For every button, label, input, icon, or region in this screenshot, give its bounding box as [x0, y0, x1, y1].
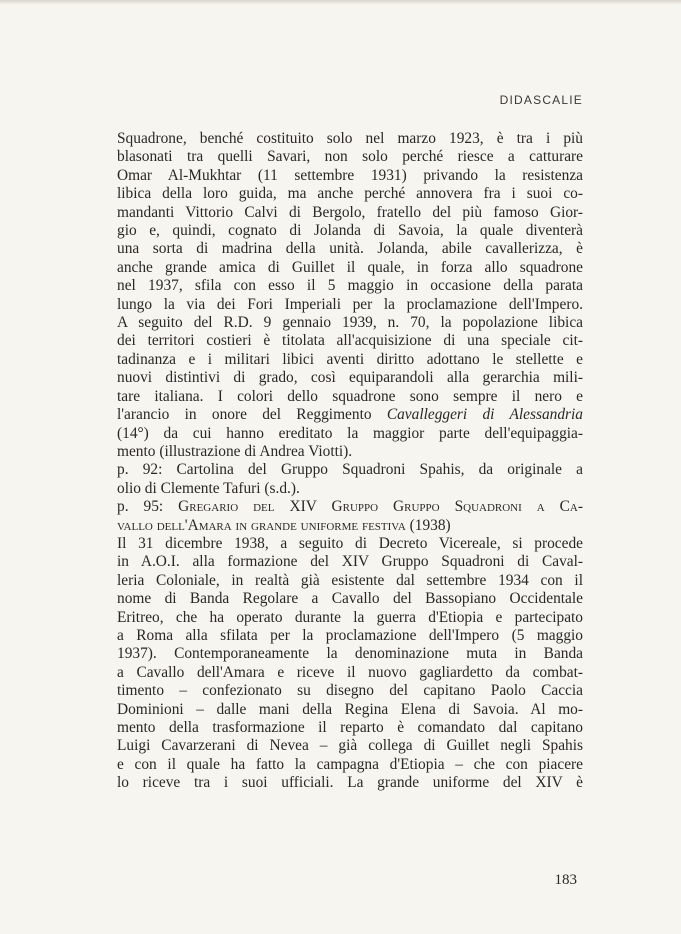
text-line: dei territori costieri è titolata all'acquisizione di una speciale cit-: [117, 332, 583, 350]
text-line: Omar Al-Mukhtar (11 settembre 1931) privando la resistenza: [117, 166, 583, 184]
caption-heading-smallcaps: vallo dell'Amara in grande uniforme festiva: [117, 516, 406, 534]
text-line: lo riceve tra i suoi ufficiali. La grande uniforme del XIV è: [117, 774, 583, 792]
text-line: Dominioni – dalle mani della Regina Elena di Savoia. Al mo-: [117, 700, 583, 718]
page-ref: p. 95:: [117, 498, 179, 516]
text-line: leria Coloniale, in realtà già esistente dal settembre 1934 con il: [117, 571, 583, 589]
text-line: tare italiana. I colori dello squadrone sono sempre il nero e: [117, 387, 583, 405]
caption-heading-continuation: [117, 517, 583, 535]
text-line: gio e, quindi, cognato di Jolanda di Savoia, la quale diventerà: [117, 222, 583, 240]
text-line: Il 31 dicembre 1938, a seguito di Decreto Vicereale, si procede: [117, 534, 583, 552]
text-line: 1937). Contemporaneamente la denominazione muta in Banda: [117, 645, 583, 663]
caption-heading-smallcaps: Gregario del XIV Gruppo Gruppo Squadroni a Ca-: [178, 498, 583, 516]
page-top-edge: [0, 0, 681, 5]
text-line: Squadrone, benché costituito solo nel marzo 1923, è tra i più: [117, 130, 583, 147]
text-line: timento – confezionato su disegno del capitano Paolo Caccia: [117, 682, 583, 700]
text-line: nuovi distintivi di grado, così equiparandoli alla gerarchia mili-: [117, 369, 583, 387]
caption-entry-p92: p. 92: Cartolina del Gruppo Squadroni Spahis, da originale a: [117, 461, 583, 479]
text-line-with-italic: [117, 406, 583, 424]
text-line: nome di Banda Regolare a Cavallo del Bassopiano Occidentale: [117, 590, 583, 608]
caption-heading-p95: [117, 498, 583, 516]
running-head: DIDASCALIE: [499, 93, 583, 107]
text-line: tadinanza e i militari libici aventi diritto adottano le stellette e: [117, 350, 583, 368]
text-line: e con il quale ha fatto la campagna d'Etiopia – che con piacere: [117, 755, 583, 773]
text-line: mento (illustrazione di Andrea Viotti).: [117, 442, 353, 460]
text-line: a Roma alla sfilata per la proclamazione dell'Impero (5 maggio: [117, 626, 583, 644]
text-line-start: l'arancio in onore del Reggimento: [117, 406, 387, 424]
text-line: (14°) da cui hanno ereditato la maggior parte dell'equipaggia-: [117, 424, 583, 442]
caption-heading-year: (1938): [405, 516, 451, 534]
text-line: olio di Clemente Tafuri (s.d.).: [117, 479, 300, 497]
text-line: Luigi Cavarzerani di Nevea – già collega di Guillet negli Spahis: [117, 737, 583, 755]
text-line: lungo la via dei Fori Imperiali per la proclamazione dell'Impero.: [117, 295, 583, 313]
text-line: a Cavallo dell'Amara e riceve il nuovo gagliardetto da combat-: [117, 663, 583, 681]
text-line: Eritreo, che ha operato durante la guerra d'Etiopia e partecipato: [117, 608, 583, 626]
text-line: blasonati tra quelli Savari, non solo perché riesce a catturare: [117, 148, 583, 166]
text-line: libica della loro guida, ma anche perché annovera fra i suoi co-: [117, 185, 583, 203]
text-line: una sorta di madrina della unità. Jolanda, abile cavallerizza, è: [117, 240, 583, 258]
text-line: A seguito del R.D. 9 gennaio 1939, n. 70, la popolazione libica: [117, 314, 583, 332]
page-number: 183: [554, 872, 577, 888]
text-line: anche grande amica di Guillet il quale, in forza allo squadrone: [117, 258, 583, 276]
text-line: mandanti Vittorio Calvi di Bergolo, fratello del più famoso Gior-: [117, 203, 583, 221]
text-line: mento della trasformazione il reparto è comandato dal capitano: [117, 719, 583, 736]
caption-text-block: [117, 130, 583, 793]
italic-regiment-name: Cavalleggeri di Alessandria: [386, 406, 584, 424]
text-line: nel 1937, sfila con esso il 5 maggio in occasione della parata: [117, 277, 583, 295]
text-line: in A.O.I. alla formazione del XIV Gruppo Squadroni di Caval-: [117, 553, 583, 571]
